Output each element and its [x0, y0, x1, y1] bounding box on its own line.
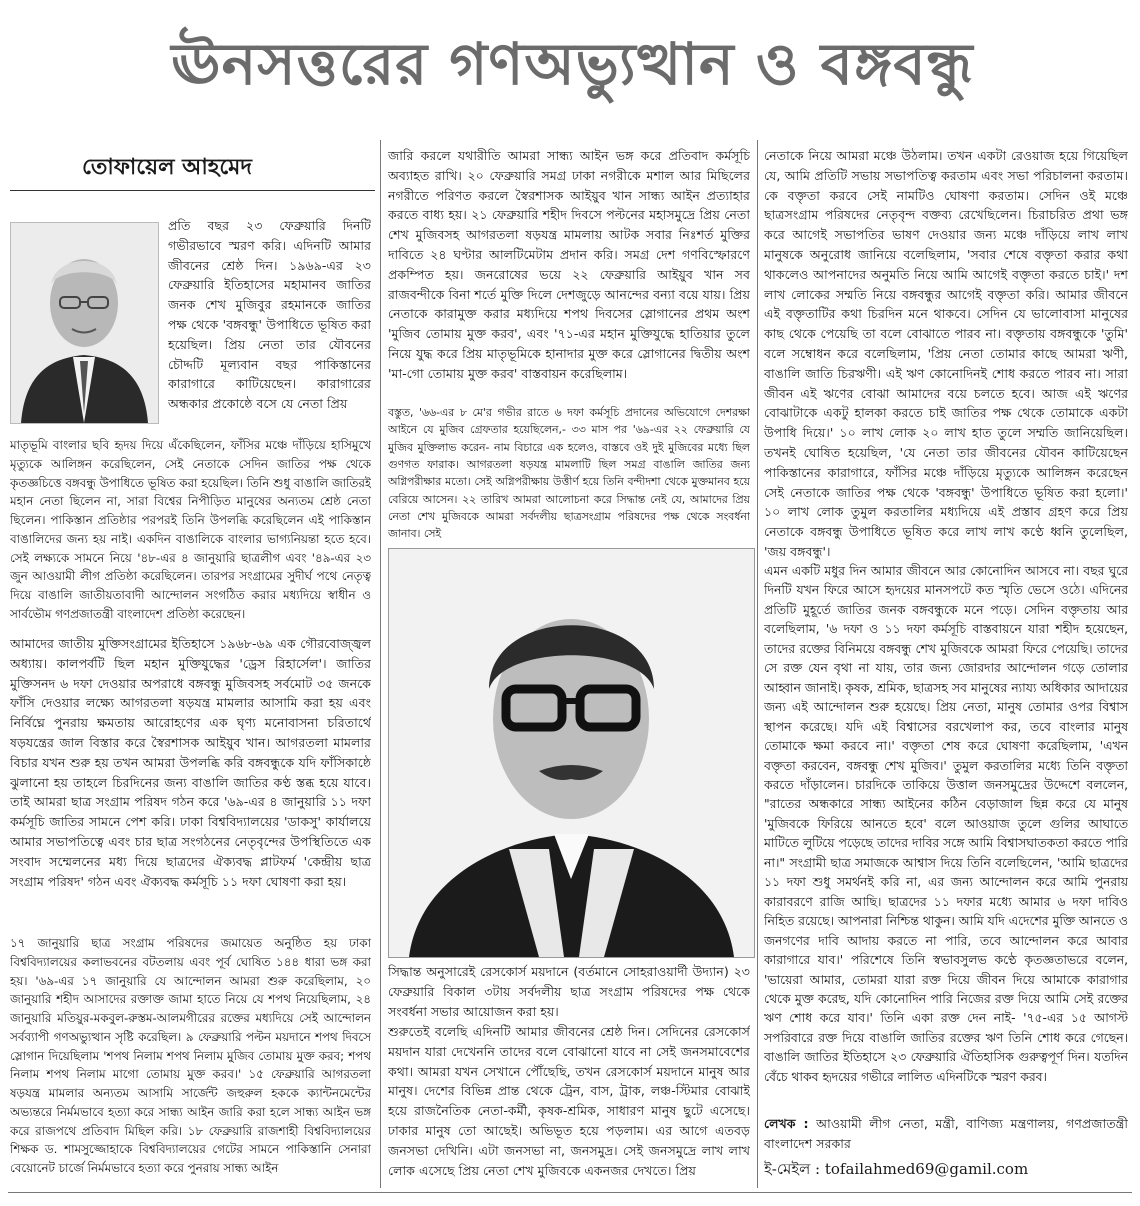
author-note: [764, 1114, 1128, 1156]
author-note-text: আওয়ামী লীগ নেতা, মন্ত্রী, বাণিজ্য মন্ত্রণালয়, গণপ্রজাতন্ত্রী বাংলাদেশ সরকার: [764, 1116, 1128, 1151]
article-headline: ঊনসত্তরের গণঅভ্যুত্থান ও বঙ্গবন্ধু: [171, 29, 974, 98]
paragraph: এমন একটি মধুর দিন আমার জীবনে আর কোনোদিন আসবে না। বছর ঘুরে দিনটি যখন ফিরে আসে হৃদয়ের মানসপটে কত স্মৃতি ভেসে ওঠে। এদিনের প্রতিটি মুহূর্তে জাতির জনক বঙ্গবন্ধুকে মনে পড়ে। সেদিন বক্তৃতায় আর বলেছিলাম, '৬ দফা ও ১১ দফা কর্মসূচি বাস্তবায়নে যারা শহীদ হয়েছেন, তাদের রক্তের বিনিময়ে বঙ্গবন্ধু শেখ মুজিবকে আমরা ফিরে পেয়েছি। তাদের সে রক্ত যেন বৃথা না যায়, তার জন্য জোরদার আন্দোলন গড়ে তোলার আহ্বান জানাই। কৃষক, শ্রমিক, ছাত্রসহ সব মানুষের ন্যায্য অধিকার আদায়ের জন্য এই আন্দোলন শুরু হয়েছে। প্রিয় নেতা, মানুষ তোমার ওপর বিশ্বাস স্থাপন করেছে। যদি এই বিশ্বাসের বরখেলাপ কর, তবে বাংলার মানুষ তোমাকে ক্ষমা করবে না।' বক্তৃতা শেষ করে ঘোষণা করেছিলাম, 'এখন বক্তৃতা করবেন, বঙ্গবন্ধু শেখ মুজিব।' তুমুল করতালির মধ্যে তিনি বক্তৃতা করতে দাঁড়ালেন। চারদিকে তাকিয়ে উত্তাল জনসমুদ্রের উদ্দেশে বললেন, "রাতের অন্ধকারে সান্ধ্য আইনের কঠিন বেড়াজাল ছিন্ন করে যে মানুষ 'মুজিবকে ফিরিয়ে আনতে হবে' বলে আওয়াজ তুলে গুলির আঘাতে মাটিতে লুটিয়ে পড়েছে তাদের দাবির সঙ্গে আমি বিশ্বাসঘাতকতা করতে পারি না।" সংগ্রামী ছাত্র সমাজকে আশ্বাস দিয়ে তিনি বলেছিলেন, 'আমি ছাত্রদের ১১ দফা শুধু সমর্থনই করি না, এর জন্য আন্দোলন করে আমি পুনরায় কারাবরণে রাজি আছি। ছাত্রদের ১১ দফার মধ্যে আমার ৬ দফা দাবিও নিহিত রয়েছে। আপনারা নিশ্চিন্ত থাকুন। আমি যদি এদেশের মুক্তি আনতে ও জনগণের দাবি আদায় করতে না পারি, তবে আন্দোলন করে আবার কারাগারে যাব।' পরিশেষে তিনি স্বভাবসুলভ কণ্ঠে কৃতজ্ঞতাভরে বলেন, 'ভায়েরা আমার, তোমরা যারা রক্ত দিয়ে জীবন দিয়ে আমাকে কারাগার থেকে মুক্ত করেছ, যদি কোনোদিন পারি নিজের রক্ত দিয়ে আমি সেই রক্তের ঋণ শোধ করে যাব।' তিনি একা রক্ত দেন নাই- '৭৫-এর ১৫ আগস্ট সপরিবারে রক্ত দিয়ে বাঙালি জাতির রক্তের ঋণ তিনি শোধ করে গেছেন। বাঙালি জাতির ইতিহাসে ২৩ ফেব্রুয়ারি ঐতিহাসিক গুরুত্বপূর্ণ দিন। যতদিন বেঁচে থাকব হৃদয়ের গভীরে লালিত এদিনটিকে স্মরণ করব।: [764, 564, 1128, 1084]
column-divider-2: [757, 140, 758, 1188]
paragraph: আমাদের জাতীয় মুক্তিসংগ্রামের ইতিহাসে ১৯৬৮-৬৯ এক গৌরবোজ্জ্বল অধ্যায়। কালপর্বটি ছিল মহান মুক্তিযুদ্ধের 'ড্রেস রিহার্সেল'। জাতির মুক্তিসনদ ৬ দফা দেওয়ার অপরাধে বঙ্গবন্ধু মুজিবসহ সর্বমোট ৩৫ জনকে ফাঁসি দেওয়ার লক্ষ্যে আগরতলা ষড়যন্ত্র মামলার আসামি করা হয় এবং নির্বিঘ্নে পুনরায় ক্ষমতায় আরোহণের এক ঘৃণ্য মনোবাসনা চরিতার্থে ষড়যন্ত্রের জাল বিস্তার করে স্বৈরশাসক আইয়ুব খান। আগরতলা মামলার বিচার যখন শুরু হয় তখন আমরা উপলব্ধি করি বঙ্গবন্ধুকে যদি ফাঁসিকাষ্ঠে ঝুলানো হয় তাহলে চিরদিনের জন্য বাঙালি জাতির কণ্ঠ স্তব্ধ হয়ে যাবে। তাই আমরা ছাত্র সংগ্রাম পরিষদ গঠন করে '৬৯-এর ৪ জানুয়ারি ১১ দফা কর্মসূচি জাতির সামনে পেশ করি। ঢাকা বিশ্ববিদ্যালয়ের 'ডাকসু' কার্যালয়ে আমার সভাপতিত্বে এবং চার ছাত্র সংগঠনের নেতৃবৃন্দের উপস্থিতিতে এক সংবাদ সম্মেলনের মধ্য দিয়ে ছাত্রদের ঐক্যবদ্ধ প্লাটফর্ম 'কেন্দ্রীয় ছাত্র সংগ্রাম পরিষদ' গঠন এবং ঐক্যবদ্ধ কর্মসূচি ১১ দফা ঘোষণা করা হয়।: [10, 636, 371, 889]
byline-divider: [10, 190, 375, 191]
paragraph: ১৭ জানুয়ারি ছাত্র সংগ্রাম পরিষদের জমায়েত অনুষ্ঠিত হয় ঢাকা বিশ্ববিদ্যালয়ের কলাভবনের বটতলায় এবং পূর্ব ঘোষিত ১৪৪ ধারা ভঙ্গ করা হয়। '৬৯-এর ১৭ জানুয়ারি যে আন্দোলন আমরা শুরু করেছিলাম, ২০ জানুয়ারি শহীদ আসাদের রক্তাক্ত জামা হাতে নিয়ে যে শপথ নিয়েছিলাম, ২৪ জানুয়ারি মতিয়ুর-মকবুল-রুস্তম-আলমগীরের রক্তের মধ্যদিয়ে সেই আন্দোলন সর্বব্যাপী গণঅভ্যুত্থান সৃষ্টি করেছিল। ৯ ফেব্রুয়ারি পল্টন ময়দানে শপথ দিবসে স্লোগান দিয়েছিলাম 'শপথ নিলাম শপথ নিলাম মুজিব তোমায় মুক্ত করব; শপথ নিলাম শপথ নিলাম মাগো তোমায় মুক্ত করব।' ১৫ ফেব্রুয়ারি আগরতলা ষড়যন্ত্র মামলার অন্যতম আসামি সার্জেন্ট জহুরুল হককে ক্যান্টনমেন্টের অভ্যন্তরে নির্মমভাবে হত্যা করে সান্ধ্য আইন জারি করা হলে সান্ধ্য আইন ভঙ্গ করে রাজপথে প্রতিবাদ মিছিল করি। ১৮ ফেব্রুয়ারি রাজশাহী বিশ্ববিদ্যালয়ের শিক্ষক ড. শামসুজ্জোহাকে বিশ্ববিদ্যালয়ের গেটের সামনে পাকিস্তানি সেনারা বেয়োনেট চার্জে নির্মমভাবে হত্যা করে পুনরায় সান্ধ্য আইন: [10, 936, 371, 1175]
author-note-label: লেখক :: [764, 1116, 809, 1131]
paragraph: সিদ্ধান্ত অনুসারেই রেসকোর্স ময়দানে (বর্তমানে সোহরাওয়ার্দী উদ্যান) ২৩ ফেব্রুয়ারি বিকাল ৩টায় সর্বদলীয় ছাত্র সংগ্রাম পরিষদের পক্ষ থেকে সংবর্ধনা সভার আয়োজন করা হয়।: [388, 964, 750, 1019]
paragraph-intro: প্রতি বছর ২৩ ফেব্রুয়ারি দিনটি গভীরভাবে স্মরণ করি। এদিনটি আমার জীবনের শ্রেষ্ঠ দিন। ১৯৬৯-এর ২৩ ফেব্রুয়ারি ইতিহাসের মহামানব জাতির জনক শেখ মুজিবুর রহমানকে জাতির পক্ষ থেকে 'বঙ্গবন্ধু' উপাধিতে ভূষিত করা হয়েছিল। প্রিয় নেতা তার যৌবনের চৌদ্দটি মূল্যবান বছর পাকিস্তানের কারাগারে কাটিয়েছেন। কারাগারের অন্ধকার প্রকোষ্ঠে বসে যে নেতা প্রিয়: [168, 218, 371, 412]
paragraph: নেতাকে নিয়ে আমরা মঞ্চে উঠলাম। তখন একটা রেওয়াজ হয়ে গিয়েছিল যে, আমি প্রতিটি সভায় সভাপতিত্ব করতাম এবং সভা পরিচালনা করতাম। কে বক্তৃতা করবে সেই নামটিও ঘোষণা করতাম। সেদিন ওই মঞ্চে ছাত্রসংগ্রাম পরিষদের নেতৃবৃন্দ বক্তব্য রেখেছিলেন। চিরাচরিত প্রথা ভঙ্গ করে আগেই সভাপতির ভাষণ দেওয়ার জন্য মঞ্চে দাঁড়িয়ে লাখ লাখ মানুষকে অনুরোধ জানিয়ে বলেছিলাম, 'সবার শেষে বক্তৃতা করার কথা থাকলেও আপনাদের অনুমতি নিয়ে আমি আগেই বক্তৃতা করতে চাই।' দশ লাখ লোকের সম্মতি নিয়ে বঙ্গবন্ধুর আগেই বক্তৃতা করি। আমার জীবনে এই বক্তৃতাটির কথা চিরদিন মনে থাকবে। সেদিন যে ভালোবাসা মানুষের কাছ থেকে পেয়েছি তা বলে বোঝাতে পারব না। বক্তৃতায় বঙ্গবন্ধুকে 'তুমি' বলে সম্বোধন করে বলেছিলাম, 'প্রিয় নেতা তোমার কাছে আমরা ঋণী, বাঙালি জাতি চিরঋণী। এই ঋণ কোনোদিনই শোধ করতে পারব না। সারা জীবন এই ঋণের বোঝা আমাদের বয়ে চলতে হবে। আজ এই ঋণের বোঝাটাকে একটু হালকা করতে চাই জাতির পক্ষ থেকে তোমাকে একটা উপাধি দিয়ে।' ১০ লাখ লোক ২০ লাখ হাত তুলে সম্মতি জানিয়েছিল। তখনই ঘোষিত হয়েছিল, 'যে নেতা তার জীবনের যৌবন কাটিয়েছেন পাকিস্তানের কারাগারে, ফাঁসির মঞ্চে দাঁড়িয়ে মৃত্যুকে আলিঙ্গন করেছেন সেই নেতাকে জাতির পক্ষ থেকে 'বঙ্গবন্ধু' উপাধিতে ভূষিত করা হলো।' ১০ লাখ লোক তুমুল করতালির মধ্যদিয়ে এই প্রস্তাব গ্রহণ করে প্রিয় নেতাকে বঙ্গবন্ধু উপাধিতে ভূষিত করে লাখ লাখ কণ্ঠে ধ্বনি তুলেছিল, 'জয় বঙ্গবন্ধু'।: [764, 148, 1128, 559]
paragraph: মাতৃভূমি বাংলার ছবি হৃদয় দিয়ে এঁকেছিলেন, ফাঁসির মঞ্চে দাঁড়িয়ে হাসিমুখে মৃত্যুকে আলিঙ্গন করেছিলেন, সেই নেতাকে সেদিন জাতির পক্ষ থেকে কৃতজ্ঞচিত্তে বঙ্গবন্ধু উপাধিতে ভূষিত করা হয়েছিল। তিনি শুধু বাঙালি জাতিরই মহান নেতা ছিলেন না, সারা বিশ্বের নিপীড়িত মানুষের অন্যতম শ্রেষ্ঠ নেতা ছিলেন। পাকিস্তান প্রতিষ্ঠার পরপরই তিনি উপলব্ধি করেছিলেন এই পাকিস্তান বাঙালিদের জন্য হয় নাই। একদিন বাঙালিকে বাংলার ভাগ্যনিয়ন্তা হতে হবে। সেই লক্ষ্যকে সামনে নিয়ে '৪৮-এর ৪ জানুয়ারি ছাত্রলীগ এবং '৪৯-এর ২৩ জুন আওয়ামী লীগ প্রতিষ্ঠা করেছিলেন। তারপর সংগ্রামের সুদীর্ঘ পথে নেতৃত্ব দিয়ে বাঙালি জাতীয়তাবাদী আন্দোলন সংগঠিত করার মধ্যদিয়ে স্বাধীন ও সার্বভৌম গণপ্রজাতন্ত্রী বাংলাদেশ প্রতিষ্ঠা করেছেন।: [10, 438, 371, 621]
bangabandhu-portrait: [388, 548, 755, 958]
paragraph: বস্তুত, '৬৬-এর ৮ মে'র গভীর রাতে ৬ দফা কর্মসূচি প্রদানের অভিযোগে দেশরক্ষা আইনে যে মুজিব গ্রেফতার হয়েছিলেন,- ৩৩ মাস পর '৬৯-এর ২২ ফেব্রুয়ারি যে মুজিব মুক্তিলাভ করেন- নাম বিচারে এক হলেও, বাস্তবে ওই দুই মুজিবের মধ্যে ছিল গুণগত ফারাক। আগরতলা ষড়যন্ত্র মামলাটি ছিল সমগ্র বাঙালি জাতির জন্য অগ্নিপরীক্ষার মতো। সেই অগ্নিপরীক্ষায় উত্তীর্ণ হয়ে তিনি বন্দীদশা থেকে মুক্তমানব হয়ে বেরিয়ে আসেন। ২২ তারিখ আমরা আলোচনা করে সিদ্ধান্ত নেই যে, আমাদের প্রিয় নেতা শেখ মুজিবকে আমরা সর্বদলীয় ছাত্রসংগ্রাম পরিষদের পক্ষ থেকে সংবর্ধনা জানাব। সেই: [388, 406, 750, 541]
bottom-divider: [8, 1192, 1132, 1193]
author-email[interactable]: ই-মেইল : tofailahmed69@gamil.com: [764, 1160, 1029, 1178]
paragraph: শুরুতেই বলেছি এদিনটি আমার জীবনের শ্রেষ্ঠ দিন। সেদিনের রেসকোর্স ময়দান যারা দেখেননি তাদের বলে বোঝানো যাবে না সেই জনসমাবেশের কথা। আমরা যখন সেখানে পৌঁছেছি, তখন রেসকোর্স ময়দানে মানুষ আর মানুষ। দেশের বিভিন্ন প্রান্ত থেকে ট্রেন, বাস, ট্রাক, লঞ্চ-স্টিমার বোঝাই হয়ে রাজনৈতিক নেতা-কর্মী, কৃষক-শ্রমিক, সাধারণ মানুষ ছুটে এসেছে। ঢাকার মানুষ তো আছেই। অভিভূত হয়ে পড়লাম। এর আগে এতবড় জনসভা দেখিনি। এটা জনসভা না, জনসমুদ্র। সেই জনসমুদ্রে লাখ লাখ লোক এসেছে প্রিয় নেতা শেখ মুজিবকে একনজর দেখতে। প্রিয়: [388, 1024, 750, 1178]
paragraph: জারি করলে যথারীতি আমরা সান্ধ্য আইন ভঙ্গ করে প্রতিবাদ কর্মসূচি অব্যাহত রাখি। ২০ ফেব্রুয়ারি সমগ্র ঢাকা নগরীকে মশাল আর মিছিলের নগরীতে পরিণত করলে স্বৈরশাসক আইয়ুব খান সান্ধ্য আইন প্রত্যাহার করতে বাধ্য হয়। ২১ ফেব্রুয়ারি শহীদ দিবসে পল্টনের মহাসমুদ্রে প্রিয় নেতা শেখ মুজিবসহ আগরতলা ষড়যন্ত্র মামলায় আটক সবার নিঃশর্ত মুক্তির দাবিতে ২৪ ঘণ্টার আলটিমেটাম প্রদান করি। সমগ্র দেশ গণবিস্ফোরণে প্রকম্পিত হয়। জনরোষের ভয়ে ২২ ফেব্রুয়ারি আইয়ুব খান সব রাজবন্দীকে বিনা শর্তে মুক্তি দিলে দেশজুড়ে আনন্দের বন্যা বয়ে যায়। প্রিয় নেতাকে কারামুক্ত করার মধ্যদিয়ে শপথ দিবসের স্লোগানের প্রথম অংশ 'মুজিব তোমায় মুক্ত করব', এবং '৭১-এর মহান মুক্তিযুদ্ধে হাতিয়ার তুলে নিয়ে যুদ্ধ করে প্রিয় মাতৃভূমিকে হানাদার মুক্ত করে স্লোগানের দ্বিতীয় অংশ 'মা-গো তোমায় মুক্ত করব' বাস্তবায়ন করেছিলাম।: [388, 148, 750, 381]
author-byline: তোফায়েল আহমেদ: [82, 154, 252, 180]
author-portrait: [10, 222, 159, 424]
column-divider-1: [380, 140, 381, 1188]
